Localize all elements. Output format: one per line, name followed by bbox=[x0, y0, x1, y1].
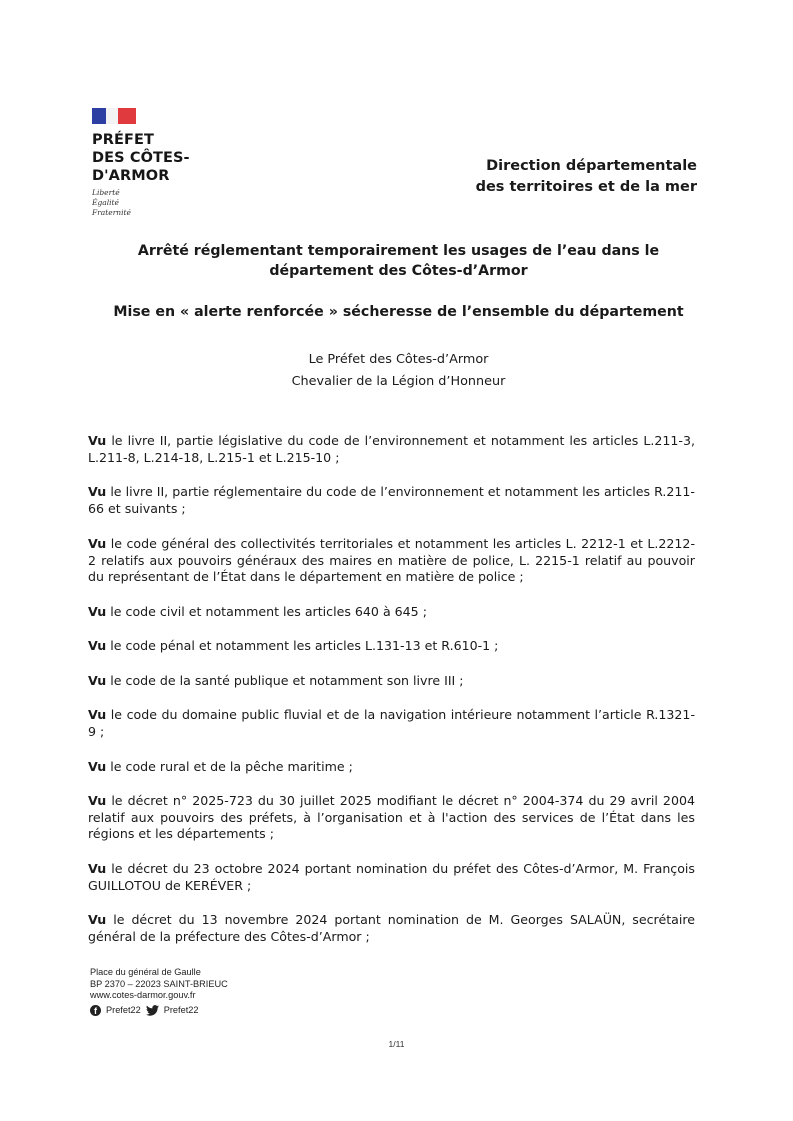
directorate-line-1: Direction départementale bbox=[486, 158, 697, 174]
prefecture-logo bbox=[92, 108, 190, 218]
vu-label: Vu bbox=[88, 793, 107, 808]
vu-label: Vu bbox=[88, 433, 107, 448]
facebook-icon[interactable]: f bbox=[90, 1005, 101, 1016]
flag-red-band bbox=[118, 108, 136, 124]
consideration-item bbox=[88, 707, 695, 740]
social-links bbox=[90, 1005, 228, 1017]
consideration-item bbox=[88, 793, 695, 843]
consideration-text: le code civil et notamment les articles 640 à 645 ; bbox=[110, 604, 427, 619]
consideration-item bbox=[88, 759, 695, 776]
consideration-text: le livre II, partie réglementaire du code de l’environnement et notamment les articles R.211-66 et suivants ; bbox=[88, 484, 695, 516]
vu-label: Vu bbox=[88, 912, 107, 927]
decree-subtitle: Mise en « alerte renforcée » sécheresse de l’ensemble du département bbox=[113, 304, 684, 320]
page-number: 1/11 bbox=[388, 1039, 405, 1049]
footer-website-link[interactable]: www.cotes-darmor.gouv.fr bbox=[90, 990, 196, 1000]
twitter-handle[interactable]: Prefet22 bbox=[163, 1004, 199, 1015]
consideration-text: le code rural et de la pêche maritime ; bbox=[110, 759, 353, 774]
twitter-icon[interactable] bbox=[146, 1005, 159, 1016]
consideration-text: le code pénal et notamment les articles L.131-13 et R.610-1 ; bbox=[110, 638, 499, 653]
flag-white-band bbox=[106, 108, 118, 124]
vu-label: Vu bbox=[88, 638, 107, 653]
consideration-item bbox=[88, 861, 695, 894]
consideration-item bbox=[88, 484, 695, 517]
consideration-text: le décret n° 2025-723 du 30 juillet 2025 modifiant le décret n° 2004-374 du 29 avril 2004 relatif aux pouvoirs des préfets, à l’organisation et à l'action des services de l’État dans les régions et les départements ; bbox=[88, 793, 695, 841]
issuing-directorate bbox=[476, 156, 697, 198]
decree-title bbox=[100, 241, 697, 281]
decree-title-line-2: département des Côtes-d’Armor bbox=[269, 263, 528, 279]
footer-address-line-1: Place du général de Gaulle bbox=[90, 967, 201, 977]
consideration-item bbox=[88, 536, 695, 586]
prefecture-name: PRÉFET DES CÔTES- D'ARMOR bbox=[92, 132, 190, 184]
decree-title-line-1: Arrêté réglementant temporairement les usages de l’eau dans le bbox=[137, 243, 660, 259]
vu-label: Vu bbox=[88, 707, 107, 722]
footer-contact bbox=[90, 967, 228, 1016]
directorate-line-2: des territoires et de la mer bbox=[475, 179, 697, 195]
decree-author bbox=[100, 349, 697, 393]
consideration-text: le code du domaine public fluvial et de la navigation intérieure notamment l’article R.1321-9 ; bbox=[88, 707, 695, 739]
vu-label: Vu bbox=[88, 861, 107, 876]
vu-label: Vu bbox=[88, 759, 107, 774]
consideration-item bbox=[88, 638, 695, 655]
consideration-item bbox=[88, 433, 695, 466]
vu-label: Vu bbox=[88, 484, 107, 499]
consideration-text: le code général des collectivités territoriales et notamment les articles L. 2212-1 et L.2212-2 relatifs aux pouvoirs généraux des maires en matière de police, L. 2215-1 relatif au pouvoir du représentant de l’État dans le département en matière de police ; bbox=[88, 536, 695, 584]
author-line-1: Le Préfet des Côtes-d’Armor bbox=[308, 352, 489, 367]
consideration-item bbox=[88, 604, 695, 621]
vu-label: Vu bbox=[88, 673, 107, 688]
french-flag-icon bbox=[92, 108, 136, 124]
consideration-text: le décret du 13 novembre 2024 portant nomination de M. Georges SALAÜN, secrétaire général de la préfecture des Côtes-d’Armor ; bbox=[88, 912, 695, 944]
facebook-handle[interactable]: Prefet22 bbox=[106, 1004, 141, 1015]
vu-label: Vu bbox=[88, 604, 107, 619]
vu-label: Vu bbox=[88, 536, 107, 551]
consideration-text: le code de la santé publique et notamment son livre III ; bbox=[110, 673, 464, 688]
republic-motto: Liberté Égalité Fraternité bbox=[92, 188, 131, 217]
consideration-text: le décret du 23 octobre 2024 portant nomination du préfet des Côtes-d’Armor, M. François GUILLOTOU de KERÉVER ; bbox=[88, 861, 695, 893]
consideration-text: le livre II, partie législative du code de l’environnement et notamment les articles L.211-3, L.211-8, L.214-18, L.215-1 et L.215-10 ; bbox=[88, 433, 695, 465]
consideration-item bbox=[88, 673, 695, 690]
author-line-2: Chevalier de la Légion d’Honneur bbox=[291, 374, 506, 389]
consideration-item bbox=[88, 912, 695, 945]
flag-blue-band bbox=[92, 108, 106, 124]
footer-address-line-2: BP 2370 – 22023 SAINT-BRIEUC bbox=[90, 978, 228, 989]
